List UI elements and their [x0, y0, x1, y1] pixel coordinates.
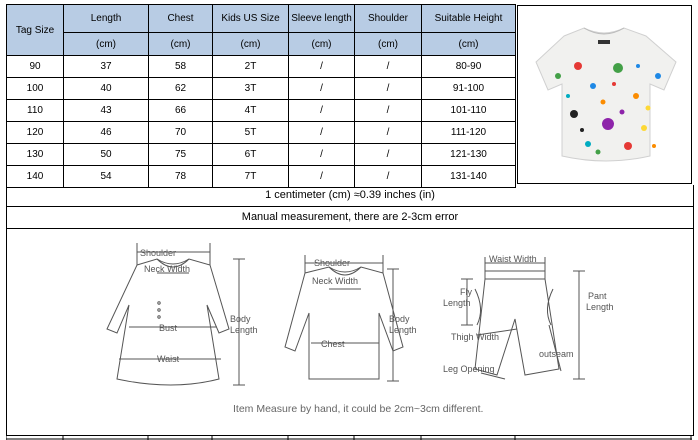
header-chest: Chest: [149, 5, 213, 33]
table-cell: 131-140: [422, 166, 516, 188]
table-cell: 120: [7, 122, 64, 144]
shirt-figure: [285, 255, 403, 381]
shirt-body-label: Body: [389, 314, 410, 324]
pants-outseam-label: outseam: [539, 349, 574, 359]
table-cell: 2T: [213, 56, 289, 78]
paint-splat: [585, 141, 591, 147]
shirt-chest-label: Chest: [321, 339, 345, 349]
paint-splat: [590, 83, 596, 89]
table-row: [7, 78, 516, 100]
header-length: Length: [64, 5, 149, 33]
table-cell: 66: [149, 100, 213, 122]
header-kids-us-size: Kids US Size: [213, 5, 289, 33]
table-cell: /: [355, 122, 422, 144]
dress-bust-label: Bust: [159, 323, 178, 333]
table-cell: 91-100: [422, 78, 516, 100]
table-cell: 50: [64, 144, 149, 166]
table-cell: 75: [149, 144, 213, 166]
paint-splat: [636, 64, 640, 68]
table-units-row: [7, 33, 516, 56]
table-cell: /: [355, 144, 422, 166]
paint-splat: [613, 63, 623, 73]
table-cell: 40: [64, 78, 149, 100]
table-cell: 58: [149, 56, 213, 78]
table-cell: /: [289, 144, 355, 166]
table-cell: 90: [7, 56, 64, 78]
error-note: Manual measurement, there are 2-3cm error: [6, 207, 694, 229]
table-cell: 4T: [213, 100, 289, 122]
dress-body-label: Body: [230, 314, 251, 324]
paint-splat: [555, 73, 561, 79]
table-cell: /: [289, 122, 355, 144]
paint-splat: [596, 150, 601, 155]
table-cell: 6T: [213, 144, 289, 166]
table-cell: 5T: [213, 122, 289, 144]
pants-pant-label: Pant: [588, 291, 607, 301]
table-cell: 101-110: [422, 100, 516, 122]
paint-splat: [566, 94, 570, 98]
table-cell: /: [289, 166, 355, 188]
unit-cell: (cm): [149, 33, 213, 56]
unit-cell: (cm): [355, 33, 422, 56]
table-cell: /: [289, 100, 355, 122]
pants-leg-label: Leg Opening: [443, 364, 495, 374]
table-cell: 78: [149, 166, 213, 188]
table-cell: 100: [7, 78, 64, 100]
paint-splat: [646, 106, 651, 111]
paint-splat: [633, 93, 639, 99]
shirt-shoulder-label: Shoulder: [314, 258, 351, 268]
table-cell: 54: [64, 166, 149, 188]
table-cell: 80-90: [422, 56, 516, 78]
paint-splat: [601, 100, 606, 105]
table-cell: 43: [64, 100, 149, 122]
unit-cell: (cm): [289, 33, 355, 56]
pants-fly-length-label: Length: [443, 298, 471, 308]
header-suitable-height: Suitable Height: [422, 5, 516, 33]
pants-pant-length-label: Length: [586, 302, 614, 312]
table-cell: 70: [149, 122, 213, 144]
table-cell: 3T: [213, 78, 289, 100]
table-cell: 110: [7, 100, 64, 122]
table-row: [7, 56, 516, 78]
shirt-length-label: Length: [389, 325, 417, 335]
paint-splat: [570, 110, 578, 118]
dress-waist-label: Waist: [157, 354, 180, 364]
paint-splat: [624, 142, 632, 150]
table-cell: 62: [149, 78, 213, 100]
paint-splat: [602, 118, 614, 130]
size-table: [6, 4, 516, 188]
table-cell: /: [289, 78, 355, 100]
dress-shoulder-label: Shoulder: [140, 248, 177, 258]
unit-cell: (cm): [213, 33, 289, 56]
paint-splat: [641, 125, 647, 131]
table-cell: /: [289, 56, 355, 78]
table-cell: 37: [64, 56, 149, 78]
diagram-caption: Item Measure by hand, it could be 2cm~3cm different.: [233, 403, 484, 415]
table-cell: /: [355, 100, 422, 122]
header-shoulder: Shoulder: [355, 5, 422, 33]
pants-thigh-label: Thigh Width: [451, 332, 500, 342]
table-row: [7, 100, 516, 122]
table-cell: /: [355, 78, 422, 100]
measurement-diagram: [6, 229, 694, 436]
pants-fly-label: Fly: [460, 287, 472, 297]
bottom-border: [6, 436, 692, 440]
table-cell: 111-120: [422, 122, 516, 144]
table-cell: 121-130: [422, 144, 516, 166]
table-cell: 130: [7, 144, 64, 166]
table-cell: /: [355, 56, 422, 78]
table-cell: 140: [7, 166, 64, 188]
pants-figure: [461, 257, 585, 379]
paint-splat: [620, 110, 625, 115]
paint-splat: [574, 62, 582, 70]
tshirt-icon: [518, 6, 691, 183]
paint-splat: [655, 73, 661, 79]
unit-cell: (cm): [422, 33, 516, 56]
shirt-neck-label: Neck Width: [312, 276, 359, 286]
table-row: [7, 122, 516, 144]
paint-splat: [652, 144, 656, 148]
table-cell: /: [355, 166, 422, 188]
header-tag-size: Tag Size: [7, 5, 64, 56]
table-row: [7, 144, 516, 166]
product-photo: [517, 5, 692, 184]
unit-cell: (cm): [64, 33, 149, 56]
table-header-row: [7, 5, 516, 33]
conversion-note: 1 centimeter (cm) ≈0.39 inches (in): [6, 185, 694, 207]
pants-waist-label: Waist Width: [489, 254, 537, 264]
paint-splat: [612, 82, 616, 86]
paint-splat: [580, 128, 584, 132]
dress-length-label: Length: [230, 325, 258, 335]
table-cell: 46: [64, 122, 149, 144]
header-sleeve-length: Sleeve length: [289, 5, 355, 33]
dress-neck-label: Neck Width: [144, 264, 191, 274]
table-cell: 7T: [213, 166, 289, 188]
